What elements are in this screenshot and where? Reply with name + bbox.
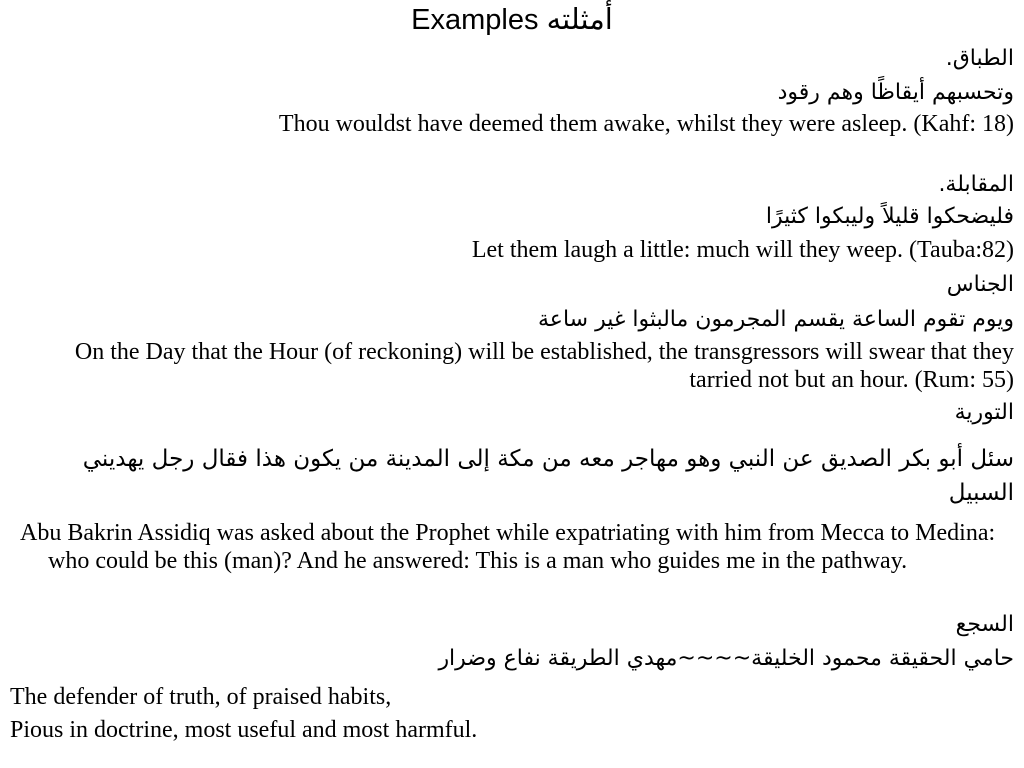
arabic-verse-jinas: ويوم تقوم الساعة يقسم المجرمون مالبثوا غير ساعة	[538, 307, 1014, 332]
arabic-verse-tibaq: وتحسبهم أيقاظًا وهم رقود	[777, 80, 1014, 105]
section-heading-saj: السجع	[955, 612, 1014, 637]
section-heading-tawriya: التورية	[954, 400, 1014, 425]
section-heading-tibaq: الطباق.	[945, 46, 1014, 71]
english-translation-saj-line-2: Pious in doctrine, most useful and most harmful.	[10, 717, 478, 743]
english-translation-saj-line-1: The defender of truth, of praised habits,	[10, 684, 392, 710]
english-translation-jinas: On the Day that the Hour (of reckoning) will be established, the transgressors will swear that they tarried not but an hour. (Rum: 55)	[74, 339, 1014, 393]
english-translation-tawriya: Abu Bakrin Assidiq was asked about the Prophet while expatriating with him from Mecca to Medina: who could be this (man)? And he answered: This is a man who guides me in the pathway.	[20, 520, 996, 574]
section-heading-jinas: الجناس	[946, 272, 1014, 297]
arabic-verse-saj: حامي الحقيقة محمود الخليقة~~~~مهدي الطريقة نفاع وضرار	[438, 646, 1014, 671]
english-translation-muqabala: Let them laugh a little: much will they weep. (Tauba:82)	[471, 237, 1014, 263]
page-title: Examples أمثلته	[411, 4, 613, 36]
english-translation-tibaq: Thou wouldst have deemed them awake, whilst they were asleep. (Kahf: 18)	[278, 111, 1014, 137]
section-heading-muqabala: المقابلة.	[938, 172, 1014, 197]
arabic-text-tawriya: سئل أبو بكر الصديق عن النبي وهو مهاجر معه من مكة إلى المدينة من يكون هذا فقال رجل يهديني السبيل	[82, 446, 1014, 506]
arabic-verse-muqabala: فليضحكوا قليلاً وليبكوا كثيرًا	[765, 204, 1014, 229]
